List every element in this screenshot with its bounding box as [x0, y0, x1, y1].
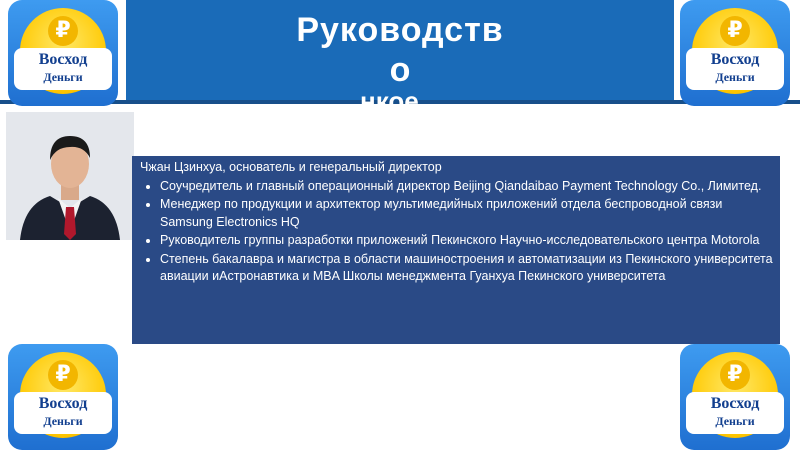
bio-item: • Соучредитель и главный операционный директор Beijing Qiandaibao Payment Technology Co., Лимитед. — [160, 178, 776, 196]
bio-item: • Руководитель группы разработки приложений Пекинского Научно-исследовательского центра Motorola — [160, 232, 776, 250]
bio-lead: Чжан Цзинхуа, основатель и генеральный директор — [140, 160, 442, 174]
ruble-icon: ₽ — [720, 16, 750, 46]
logo-plate — [686, 48, 784, 90]
voskhod-logo-bottom-right — [680, 344, 790, 450]
logo-name: Восход — [38, 51, 88, 68]
page-title-clipped: нкое — [360, 86, 419, 116]
voskhod-logo-top-left — [8, 0, 118, 106]
ruble-icon: ₽ — [48, 16, 78, 46]
bio-panel — [132, 156, 780, 344]
person-icon — [6, 112, 134, 240]
page-title: Руководств — [296, 11, 504, 49]
logo-subtitle: Деньги — [715, 70, 755, 84]
logo-plate — [686, 392, 784, 434]
logo-name: Восход — [38, 395, 88, 412]
logo-name: Восход — [710, 395, 760, 412]
bio-item: • Степень бакалавра и магистра в области машиностроения и автоматизации из Пекинского университета авиации иАстронавтика и MBA Школы менеджмента Гуанхуа Пекинского университета — [160, 251, 776, 286]
bio-list — [140, 178, 776, 286]
founder-portrait — [6, 112, 134, 240]
logo-subtitle: Деньги — [43, 414, 83, 428]
logo-subtitle: Деньги — [43, 70, 83, 84]
logo-name: Восход — [710, 51, 760, 68]
ruble-icon: ₽ — [720, 360, 750, 390]
bio-item: • Менеджер по продукции и архитектор мультимедийных приложений отдела беспроводной связи Samsung Electronics HQ — [160, 196, 776, 231]
logo-subtitle: Деньги — [715, 414, 755, 428]
logo-plate — [14, 392, 112, 434]
page-title-wrap: о — [389, 51, 411, 89]
logo-plate — [14, 48, 112, 90]
ruble-icon: ₽ — [48, 360, 78, 390]
bio-text — [140, 159, 776, 287]
voskhod-logo-top-right — [680, 0, 790, 106]
voskhod-logo-bottom-left — [8, 344, 118, 450]
